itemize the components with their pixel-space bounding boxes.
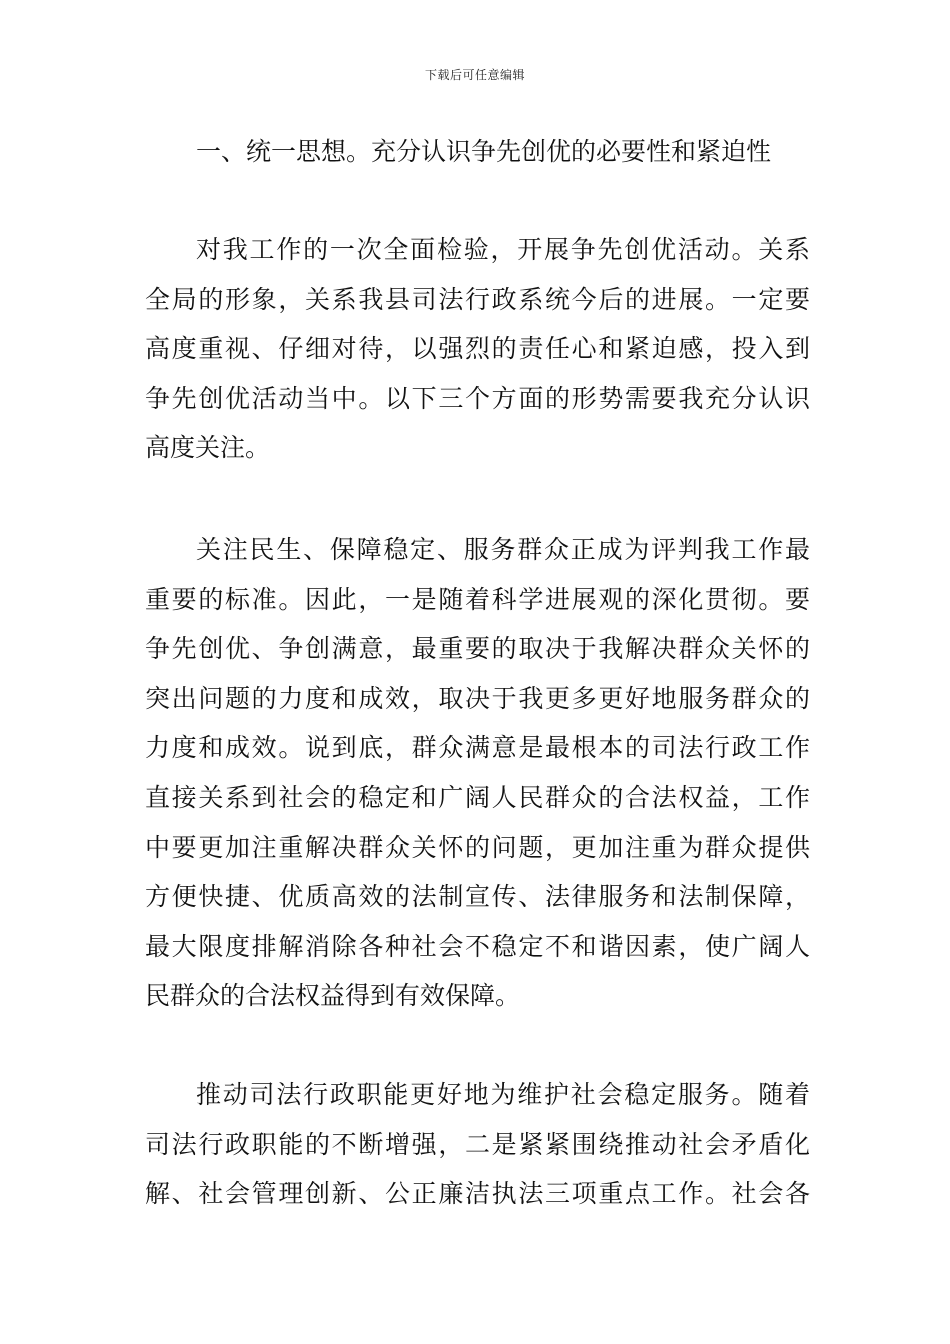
paragraph-line: 突出问题的力度和成效，取决于我更多更好地服务群众的	[145, 683, 810, 713]
paragraph-line: 关注民生、保障稳定、服务群众正成为评判我工作最	[196, 535, 810, 564]
paragraph-line: 司法行政职能的不断增强，二是紧紧围绕推动社会矛盾化	[145, 1129, 810, 1159]
paragraph-1	[145, 225, 810, 473]
paragraph-2	[145, 525, 810, 1021]
paragraph-line: 方便快捷、优质高效的法制宣传、法律服务和法制保障，	[145, 882, 810, 912]
paragraph-line: 争先创优、争创满意，最重要的取决于我解决群众关怀的	[145, 634, 810, 664]
paragraph-line: 力度和成效。说到底，群众满意是最根本的司法行政工作	[145, 733, 810, 763]
paragraph-3	[145, 1070, 810, 1219]
paragraph-line: 最大限度排解消除各种社会不稳定不和谐因素，使广阔人	[145, 931, 810, 961]
paragraph-line: 民群众的合法权益得到有效保障。	[145, 981, 521, 1011]
paragraph-line: 高度重视、仔细对待，以强烈的责任心和紧迫感，投入到	[145, 334, 810, 364]
paragraph-line: 全局的形象，关系我县司法行政系统今后的进展。一定要	[145, 284, 810, 314]
section-heading: 一、统一思想。充分认识争先创优的必要性和紧迫性	[196, 137, 772, 166]
paragraph-line: 高度关注。	[145, 433, 271, 463]
paragraph-line: 中要更加注重解决群众关怀的问题，更加注重为群众提供	[145, 832, 810, 862]
paragraph-line: 解、社会管理创新、公正廉洁执法三项重点工作。社会各	[145, 1179, 810, 1209]
paragraph-line: 推动司法行政职能更好地为维护社会稳定服务。随着	[196, 1080, 810, 1109]
paragraph-line: 争先创优活动当中。以下三个方面的形势需要我充分认识	[145, 383, 810, 413]
paragraph-line: 直接关系到社会的稳定和广阔人民群众的合法权益，工作	[145, 782, 810, 812]
paragraph-line: 对我工作的一次全面检验，开展争先创优活动。关系	[196, 235, 810, 264]
paragraph-line: 重要的标准。因此，一是随着科学进展观的深化贯彻。要	[145, 584, 810, 614]
header-note: 下载后可任意编辑	[424, 68, 525, 82]
